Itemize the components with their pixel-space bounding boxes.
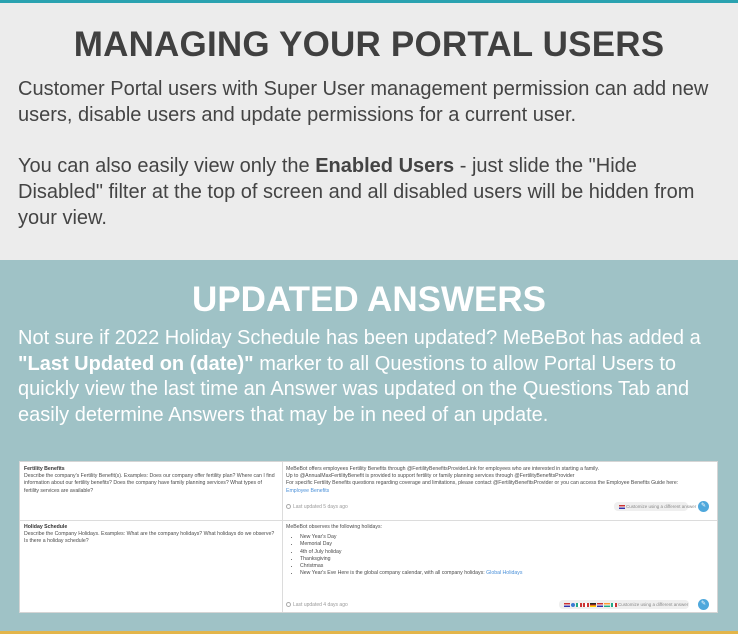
para2-text-end: - just slide the "Hide Disabled" filter at the top of screen and all disabled users will be hidden from your view. (18, 155, 695, 229)
flag-icon (583, 603, 589, 607)
answer-cell (286, 524, 706, 577)
flag-icon (611, 603, 617, 607)
updated-answers-paragraph (18, 326, 730, 428)
holiday-list (286, 534, 706, 577)
answer-intro: MeBeBot observes the following holidays: (286, 524, 383, 530)
edit-answer-button[interactable] (698, 599, 709, 610)
list-item: • Memorial Day (300, 541, 706, 548)
clock-icon (286, 504, 291, 509)
column-divider (282, 462, 283, 520)
pencil-icon: ✎ (700, 503, 707, 509)
enabled-users-emphasis: Enabled Users (315, 155, 455, 177)
list-item-text: New Year's Eve Here is the global company calendar, with all company holidays: (300, 570, 485, 577)
answer-line: MeBeBot offers employees Fertility Benefits through @FertilityBenefitsProviderLink for employees who are interested in starting a family. (286, 466, 600, 472)
paragraph-text-end: marker to all Questions to allow Portal Users to quickly view the last time an Answer was updated on the Questions Tab and easily determine Answers that may be in need of an update. (18, 352, 690, 426)
question-description: Describe the Company Holidays. Examples: What are the company holidays? What holidays do we observe? Is there a holiday schedule? (24, 531, 275, 545)
paragraph-text-start: Not sure if 2022 Holiday Schedule has been updated? MeBeBot has added a (18, 327, 701, 349)
last-updated-marker (286, 504, 348, 511)
answer-text: For specific Fertility Benefits questions regarding coverage and limitations, please contact @FertilityBenefitsProvider or you can access the Employee Benefits Guide here: (286, 480, 679, 487)
section-title: MANAGING YOUR PORTAL USERS (73, 25, 665, 64)
clock-icon (286, 602, 291, 607)
customize-answer-pill[interactable] (614, 502, 697, 511)
customize-answer-pill[interactable] (559, 600, 689, 609)
flag-icon (597, 603, 603, 607)
last-updated-marker (286, 602, 348, 609)
managing-users-paragraph-1: Customer Portal users with Super User management permission can add new users, disable users and update permissions for a current user. (18, 78, 709, 126)
answer-line: Up to @AnnualMaxFertilityBenefit is provided to support fertility or family planning services through @FertilityBenefitsProvider (286, 473, 575, 480)
last-updated-text: Last updated 4 days ago (293, 602, 348, 608)
question-cell (24, 524, 278, 546)
global-holidays-link[interactable]: Global Holidays (486, 570, 523, 577)
para2-text-start: You can also easily view only the (18, 155, 316, 177)
question-row[interactable] (20, 520, 717, 612)
flag-icon (564, 603, 570, 607)
globe-icon (571, 603, 575, 607)
customize-label: Customize using a different answer (626, 504, 697, 509)
edit-answer-button[interactable] (698, 501, 709, 512)
us-flag-icon (619, 505, 625, 509)
question-description: Describe the company's Fertility Benefit(s). Examples: Does our company offer fertility plan? Where can I find information about our fertility benefits? Does the company have family planning services? What types of fertility services are available? (24, 473, 275, 494)
employee-benefits-link[interactable]: Employee Benefits (286, 487, 330, 494)
managing-users-section (0, 3, 738, 260)
answer-cell (286, 466, 706, 495)
flag-icon (576, 603, 582, 607)
list-item: • 4th of July holiday (300, 549, 706, 556)
managing-users-paragraph-2 (18, 153, 724, 231)
flag-icon (590, 603, 596, 607)
list-item: • New Year's Day (300, 534, 706, 541)
question-row[interactable] (20, 462, 717, 521)
customize-label: Customize using a different answer (618, 602, 689, 607)
flag-icon (604, 603, 610, 607)
column-divider (282, 520, 283, 612)
list-item (300, 570, 706, 577)
question-title: Holiday Schedule (24, 524, 68, 530)
question-cell (24, 466, 278, 495)
questions-tab-screenshot (19, 461, 718, 613)
list-item: • Christmas (300, 563, 706, 570)
section-title: UPDATED ANSWERS (192, 280, 546, 319)
answer-line (286, 480, 706, 494)
list-item: • Thanksgiving (300, 556, 706, 563)
question-title: Fertility Benefits (24, 466, 65, 472)
last-updated-text: Last updated 5 days ago (293, 504, 348, 510)
last-updated-emphasis: "Last Updated on (date)" (18, 352, 254, 375)
pencil-icon: ✎ (700, 601, 707, 607)
